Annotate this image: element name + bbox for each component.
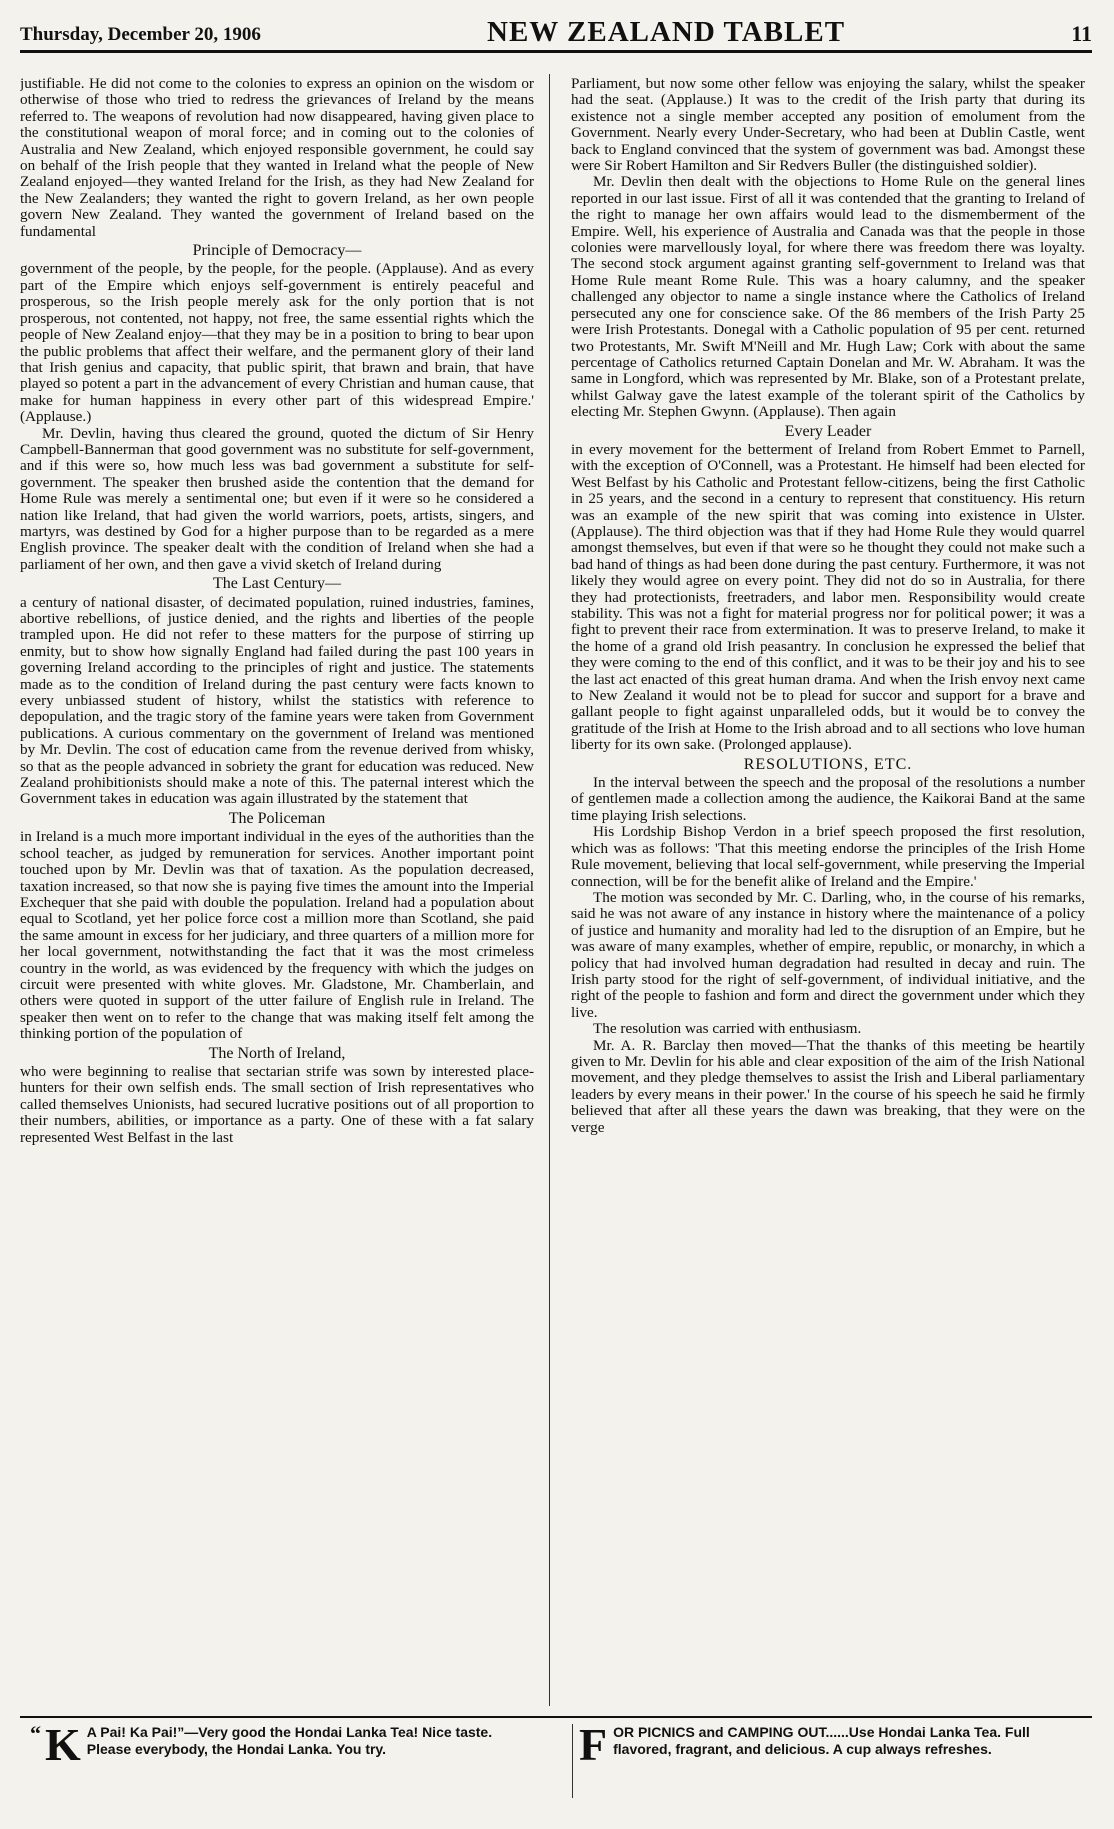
section-heading: RESOLUTIONS, ETC. xyxy=(743,755,913,773)
article-paragraph: Mr. Devlin then dealt with the objections to Home Rule on the general lines reported in our last issue. First of all it was contended that the granting to Ireland of the right to manage her own affairs would lead to the dismemberment of the Empire. Well, his experience of Australia and Canada was that the people in those colonies were marvellously loyal, for where there was freedom there was loyalty. The second stock argument against granting self-government to Ireland was that Home Rule meant Rome Rule. This was a hoary calumny, and the speaker challenged any objector to name a single instance where the Catholics of Ireland persecuted any one for conscience sake. Of the 86 members of the Irish Party 25 were Irish Protestants. Donegal with a Catholic population of 95 per cent. returned two Protestants, Mr. Swift M'Neill and Mr. Hugh Law; Cork with about the same percentage of Catholics returned Captain Donelan and Mr. W. Abraham. It was the same in Longford, which was represented by Mr. Blake, son of a Protestant prelate, whilst Galway gave the latest example of the tolerant spirit of the Catholics by electing Mr. Stephen Gwynn. (Applause). Then again xyxy=(571,173,1085,421)
article-paragraph: who were beginning to realise that sectarian strife was sown by interested place-hunters for their own selfish ends. The small section of Irish representatives who called themselves Unionists, had secured lucrative positions out of all proportion to their numbers, abilities, or importance as a party. One of these with a fat salary represented West Belfast in the last xyxy=(20,1062,534,1146)
right-column xyxy=(571,76,1085,1706)
section-heading: The North of Ireland, xyxy=(208,1044,346,1062)
article-paragraph: justifiable. He did not come to the colonies to express an opinion on the wisdom or otherwise of those who tried to redress the grievances of Ireland by the means referred to. The weapons of revolution had now disappeared, having given place to the constitutional weapon of moral force; and in coming out to the colonies of Australia and New Zealand, which enjoyed responsible government, he could say on behalf of the Irish people that they wanted in Ireland what the people of New Zealand enjoyed—they wanted Ireland for the Irish, as they had New Zealand for the New Zealanders; they wanted the right to govern Ireland, as her own people govern New Zealand. They wanted the government of Ireland based on the fundamental xyxy=(20,76,534,240)
ad-open-quote: “ xyxy=(30,1721,41,1746)
ad-text: OR PICNICS and CAMPING OUT......Use Hondai Lanka Tea. Full flavored, fragrant, and delicious. A cup always refreshes. xyxy=(613,1724,1030,1757)
article-paragraph: government of the people, by the people, for the people. (Applause). And as every part of the Empire which enjoys self-government is entirely peaceful and prosperous, so the Irish people merely ask for the only portion that is not prosperous, not contented, not happy, not free, the same essential rights which the people of New Zealand enjoy—that they may be in a position to bring to bear upon the public problems that affect their welfare, and the permanent glory of their land that Irish genius and capacity, that public spirit, that brawn and brain, that have played so potent a part in the advancement of every Christian and human cause, that make for human happiness in every other part of this widespread Empire.' (Applause.) xyxy=(20,260,534,426)
article-paragraph: The resolution was carried with enthusiasm. xyxy=(593,1020,862,1038)
ad-initial-letter: F xyxy=(579,1719,608,1770)
section-heading: The Policeman xyxy=(228,809,326,827)
advertisement-right xyxy=(572,1719,1089,1798)
footer-divider xyxy=(20,1716,1092,1718)
page-number: 11 xyxy=(1071,21,1092,46)
left-column xyxy=(20,76,534,1706)
article-paragraph: in every movement for the betterment of Ireland from Robert Emmet to Parnell, with the exception of O'Connell, was a Protestant. He himself had been elected for West Belfast by his Catholic and Protestant fellow-citizens, being the first Catholic in 25 years, and the second in a century to represent that constituency. His return was an example of the new spirit that was coming into existence in Ulster. (Applause). The third objection was that if they had Home Rule they would quarrel amongst themselves, but even if that were so he thought they could not make such a bad hand of things as had been done during the past century. Furthermore, it was not likely they would agree on every point. They did not do so in Australia, for there they had protectionists, freetraders, and labor men. Responsibility would create stability. This was not a fight for material progress nor for political power; it was a fight to prevent their race from extermination. It was to preserve Ireland, to make it the home of a grand old Irish peasantry. In conclusion he expressed the belief that they were coming to the end of this conflict, and it was to be their joy and his to see the last act enacted of this great human drama. And when the Irish envoy next came to New Zealand it would not be to plead for succor and support for a brave and gallant people to fight against unparalleled odds, but it would be to convey the gratitude of the Irish at Home to the Irish abroad and to all sections who love human liberty for its own sake. (Prolonged applause). xyxy=(571,440,1085,754)
article-paragraph: Mr. A. R. Barclay then moved—That the thanks of this meeting be heartily given to Mr. Devlin for his able and clear exposition of the aim of the Irish National movement, and they pledge themselves to assist the Irish and Liberal parliamentary leaders by every means in their power.' In the course of his speech he said he firmly believed that after all these years the dawn was breaking, that they were on the verge xyxy=(571,1036,1085,1136)
article-paragraph: Mr. Devlin, having thus cleared the ground, quoted the dictum of Sir Henry Campbell-Bannerman that good government was no substitute for self-government, and if this were so, how much less was bad government a substitute for self-government. The speaker then brushed aside the contention that the demand for Home Rule was merely a sentimental one; but even if it were so he considered a nation like Ireland, that had given the world warriors, poets, artists, singers, and martyrs, was destined by God for a higher purpose than to be regarded as a mere English province. The speaker dealt with the condition of Ireland when she had a parliament of her own, and then gave a vivid sketch of Ireland during xyxy=(20,424,534,573)
section-heading: Principle of Democracy— xyxy=(192,242,362,260)
article-paragraph: The motion was seconded by Mr. C. Darling, who, in the course of his remarks, said he was not aware of any instance in history where the maintenance of a policy of justice and humanity and morality had led to the disruption of an Empire, but he was aware of many examples, whether of empire, republic, or monarchy, in which a policy that had involved human degradation had resulted in decay and ruin. The Irish party stood for the right of self-government, of individual initiative, and the right of the people to fashion and form and direct the government under which they live. xyxy=(571,888,1085,1021)
section-heading: The Last Century— xyxy=(213,575,341,593)
ad-text: A Pai! Ka Pai!”—Very good the Hondai Lanka Tea! Nice taste. Please everybody, the Hondai Lanka. You try. xyxy=(86,1724,493,1757)
article-paragraph: a century of national disaster, of decimated population, ruined industries, famines, abortive rebellions, of justice denied, and the rights and liberties of the people trampled upon. He did not refer to these matters for the purpose of stirring up enmity, but to show how signally England had failed during the past 100 years in governing Ireland according to the principles of right and justice. The statements made as to the condition of Ireland during the past century were facts known to every unbiassed student of history, whilst the statistics with reference to depopulation, and the tragic story of the famine years were taken from Government publications. A curious commentary on the government of Ireland was mentioned by Mr. Devlin. The cost of education came from the revenue derived from whisky, so that as the people advanced in sobriety the grant for education was reduced. New Zealand prohibitionists should make a note of this. The paternal interest which the Government takes in education was again illustrated by the statement that xyxy=(20,593,534,808)
issue-date: Thursday, December 20, 1906 xyxy=(20,24,261,45)
article-paragraph: In the interval between the speech and the proposal of the resolutions a number of gentlemen made a collection among the audience, the Kaikorai Band at the same time playing Irish selections. xyxy=(571,774,1085,824)
ad-initial-letter: K xyxy=(45,1719,81,1770)
article-paragraph: Parliament, but now some other fellow was enjoying the salary, whilst the speaker had the seat. (Applause.) It was to the credit of the Irish party that during its existence not a single member accepted any position of emolument from the Government. Nearly every Under-Secretary, who had been at Dublin Castle, went back to England convinced that the system of government was bad. Amongst these were Sir Robert Hamilton and Sir Redvers Buller (the distinguished soldier). xyxy=(571,76,1085,175)
newspaper-title: NEW ZEALAND TABLET xyxy=(487,16,846,48)
article-paragraph: in Ireland is a much more important individual in the eyes of the authorities than the school teacher, as judged by remuneration for services. Another important point touched upon by Mr. Devlin was that of taxation. As the population decreased, taxation increased, so that now she is paying five times the amount into the Imperial Exchequer that she paid with double the population. Ireland had a population about equal to Scotland, yet her police force cost a million more than Scotland, she paid the same amount in excess for her judiciary, and three quarters of a million more for her local government, notwithstanding the fact that it was the most crimeless country in the world, as was evidenced by the frequency with which the judges on circuit were presented with white gloves. Mr. Gladstone, Mr. Chamberlain, and others were quoted in support of the utter failure of English rule in Ireland. The speaker then went on to refer to the change that was making itself felt among the thinking portion of the population of xyxy=(20,828,534,1043)
advertisement-left xyxy=(30,1719,540,1798)
masthead xyxy=(20,14,1092,53)
article-paragraph: His Lordship Bishop Verdon in a brief speech proposed the first resolution, which was as follows: 'That this meeting endorse the principles of the Irish Home Rule movement, believing that local self-government, while preserving the Imperial connection, will be for the benefit alike of Ireland and the Empire.' xyxy=(571,823,1085,890)
section-heading: Every Leader xyxy=(784,422,872,440)
column-divider xyxy=(549,74,550,1706)
